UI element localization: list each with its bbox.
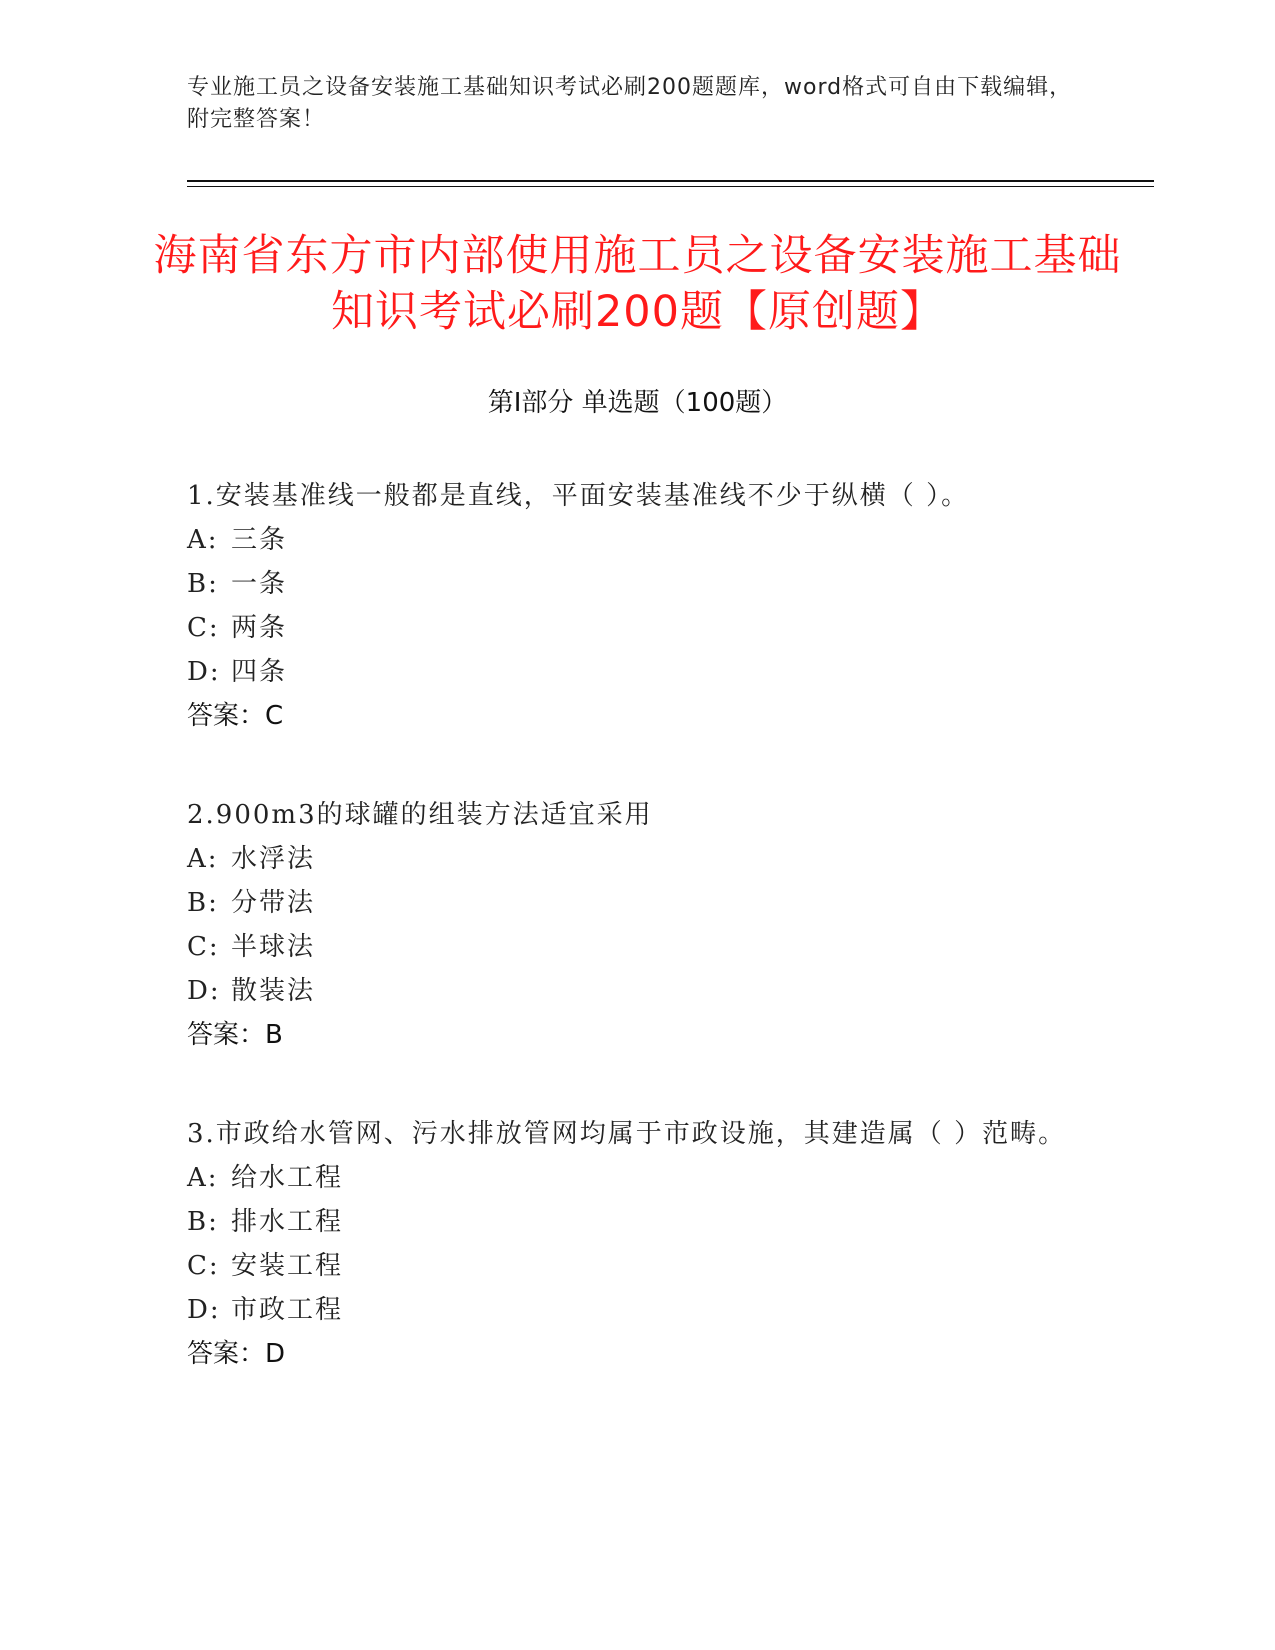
option-letter: B: — [187, 888, 219, 918]
option-d — [187, 650, 1087, 694]
option-text: 三条 — [231, 525, 288, 555]
answer: 答案：C — [187, 701, 284, 731]
option-c — [187, 925, 1087, 969]
option-text: 散装法 — [231, 976, 316, 1006]
option-text: 半球法 — [231, 932, 316, 962]
option-text: 四条 — [231, 657, 288, 687]
header-rule-thin — [187, 186, 1154, 187]
question-stem: 2.900m3的球罐的组装方法适宜采用 — [187, 800, 653, 830]
option-c — [187, 1244, 1087, 1288]
option-letter: A: — [187, 1163, 219, 1193]
answer: 答案：B — [187, 1020, 283, 1050]
header-note: 专业施工员之设备安装施工基础知识考试必刷200题题库，word格式可自由下载编辑，附完整答案！ — [187, 75, 1073, 132]
option-letter: C: — [187, 613, 220, 643]
option-letter: B: — [187, 1207, 219, 1237]
question-stem: 1.安装基准线一般都是直线，平面安装基准线不少于纵横（ ）。 — [187, 481, 970, 511]
option-c — [187, 606, 1087, 650]
option-letter: D: — [187, 657, 221, 687]
option-text: 两条 — [231, 613, 288, 643]
option-b — [187, 562, 1087, 606]
option-letter: B: — [187, 569, 219, 599]
question-2 — [187, 793, 1087, 1057]
option-text: 安装工程 — [231, 1251, 344, 1281]
question-1 — [187, 474, 1087, 738]
option-a — [187, 837, 1087, 881]
option-letter: A: — [187, 844, 219, 874]
option-text: 水浮法 — [231, 844, 316, 874]
option-letter: C: — [187, 932, 220, 962]
section-title: 第I部分 单选题（100题） — [487, 388, 788, 418]
option-text: 给水工程 — [231, 1163, 344, 1193]
option-letter: D: — [187, 1295, 221, 1325]
question-3 — [187, 1112, 1087, 1376]
answer: 答案：D — [187, 1339, 286, 1369]
option-a — [187, 1156, 1087, 1200]
option-d — [187, 969, 1087, 1013]
option-b — [187, 1200, 1087, 1244]
option-d — [187, 1288, 1087, 1332]
header-rule-thick — [187, 180, 1154, 182]
option-text: 市政工程 — [231, 1295, 344, 1325]
option-b — [187, 881, 1087, 925]
document-title: 海南省东方市内部使用施工员之设备安装施工基础知识考试必刷200题【原创题】 — [153, 231, 1122, 337]
question-stem: 3.市政给水管网、污水排放管网均属于市政设施，其建造属（ ）范畴。 — [187, 1119, 1067, 1149]
option-text: 一条 — [231, 569, 288, 599]
option-letter: A: — [187, 525, 219, 555]
option-text: 分带法 — [231, 888, 316, 918]
option-text: 排水工程 — [231, 1207, 344, 1237]
option-a — [187, 518, 1087, 562]
option-letter: C: — [187, 1251, 220, 1281]
option-letter: D: — [187, 976, 221, 1006]
